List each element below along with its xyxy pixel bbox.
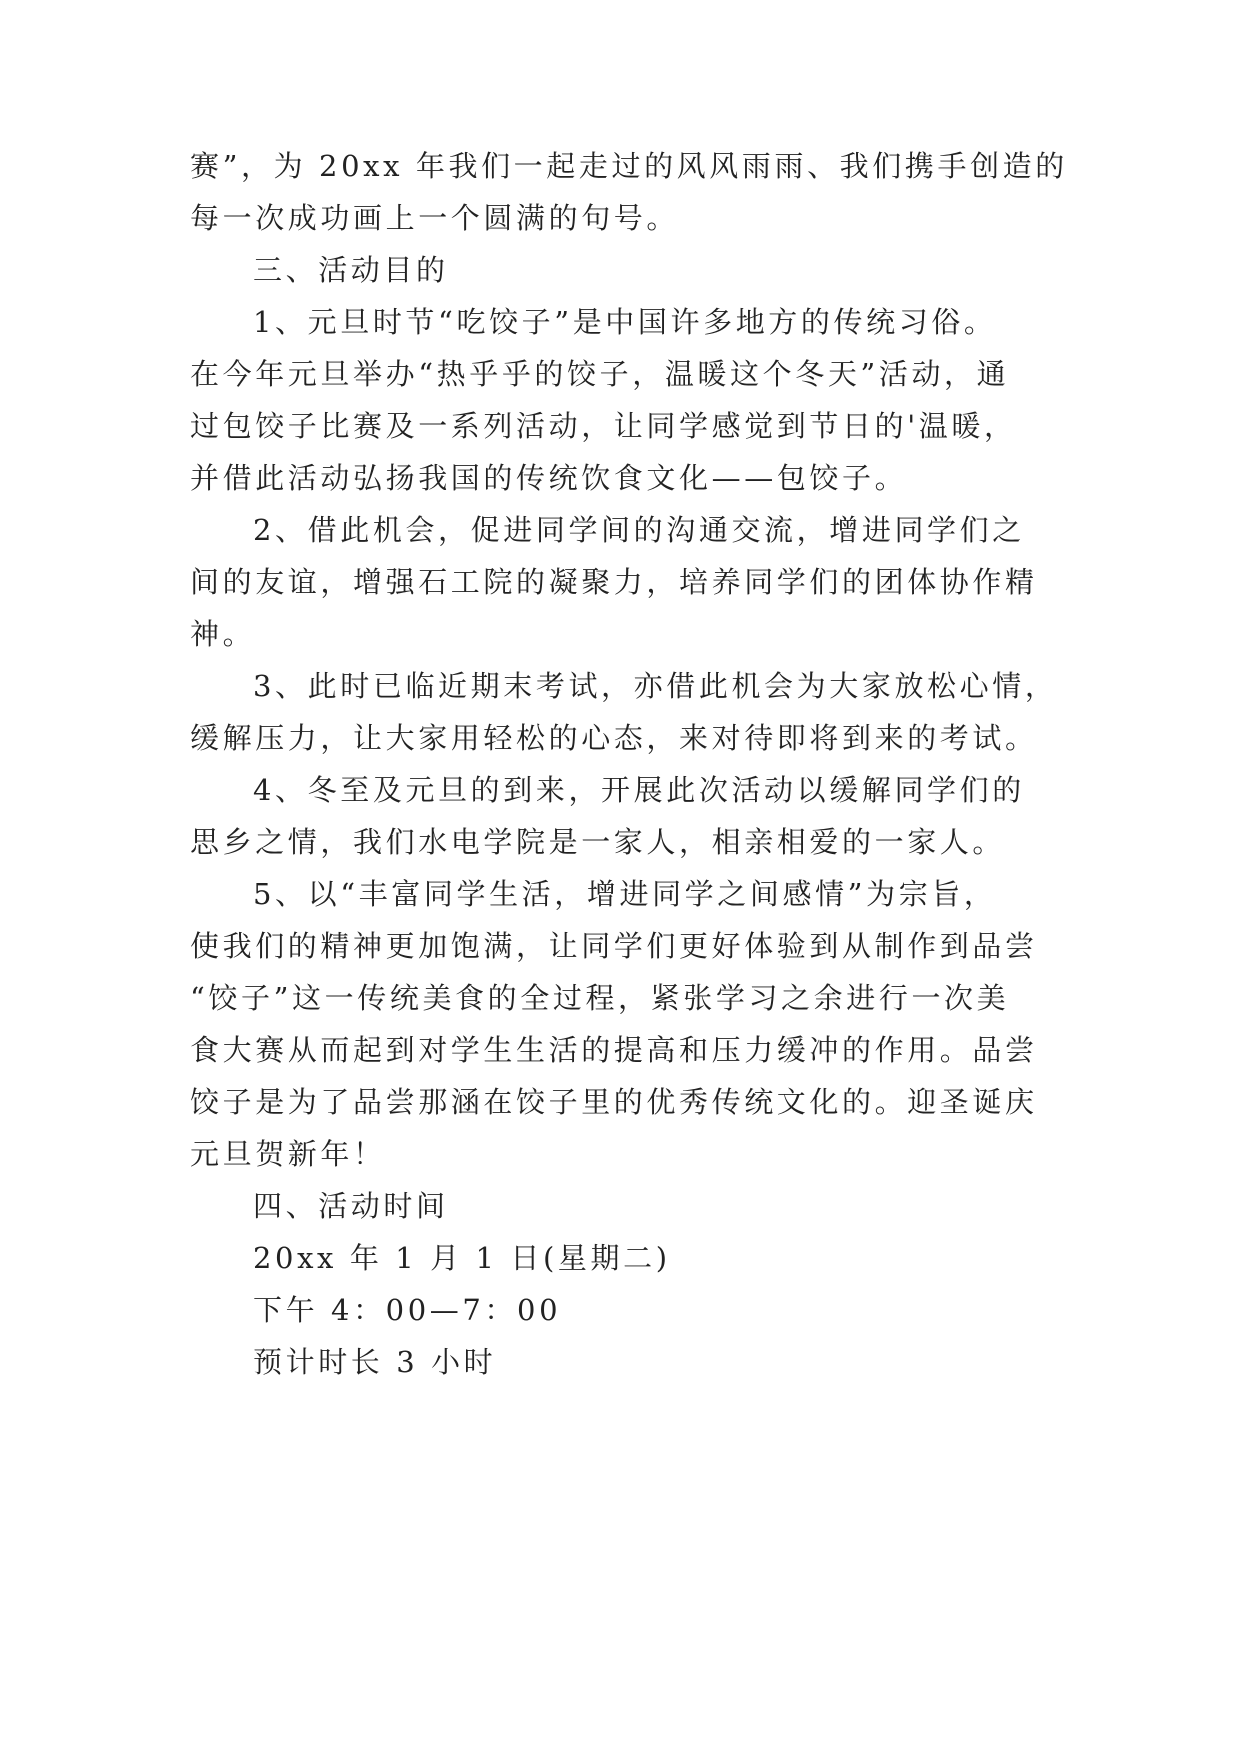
paragraph-line: 4、冬至及元旦的到来，开展此次活动以缓解同学们的 xyxy=(253,773,1025,807)
paragraph-line: 过包饺子比赛及一系列活动，让同学感觉到节日的'温暖， xyxy=(190,409,1017,443)
paragraph-line: 3、此时已临近期末考试，亦借此机会为大家放松心情， xyxy=(253,669,1058,703)
event-time-range: 下午 4：00—7：00 xyxy=(253,1293,562,1327)
paragraph-line: 使我们的精神更加饱满，让同学们更好体验到从制作到品尝 xyxy=(190,929,1038,963)
paragraph-line: 5、以“丰富同学生活，增进同学之间感情”为宗旨， xyxy=(253,877,997,911)
paragraph-line: 在今年元旦举办“热乎乎的饺子，温暖这个冬天”活动，通 xyxy=(190,357,1010,391)
paragraph-line: 思乡之情，我们水电学院是一家人，相亲相爱的一家人。 xyxy=(190,825,1006,859)
paragraph-line: 食大赛从而起到对学生生活的提高和压力缓冲的作用。品尝 xyxy=(190,1033,1038,1067)
paragraph-line: 神。 xyxy=(190,617,256,651)
paragraph-line: 元旦贺新年！ xyxy=(190,1137,386,1171)
paragraph-line: 2、借此机会，促进同学间的沟通交流，增进同学们之 xyxy=(253,513,1025,547)
event-date: 20xx 年 1 月 1 日(星期二) xyxy=(253,1241,671,1275)
paragraph-line: 间的友谊，增强石工院的凝聚力，培养同学们的团体协作精 xyxy=(190,565,1038,599)
event-duration: 预计时长 3 小时 xyxy=(253,1345,497,1379)
paragraph-line: 1、元旦时节“吃饺子”是中国许多地方的传统习俗。 xyxy=(253,305,997,339)
section-heading-purpose: 三、活动目的 xyxy=(253,253,449,287)
paragraph-line: “饺子”这一传统美食的全过程，紧张学习之余进行一次美 xyxy=(190,981,1010,1015)
paragraph-line: 并借此活动弘扬我国的传统饮食文化——包饺子。 xyxy=(190,461,908,495)
paragraph-line: 饺子是为了品尝那涵在饺子里的优秀传统文化的。迎圣诞庆 xyxy=(190,1085,1038,1119)
paragraph-line: 缓解压力，让大家用轻松的心态，来对待即将到来的考试。 xyxy=(190,721,1038,755)
paragraph-line: 每一次成功画上一个圆满的句号。 xyxy=(190,201,680,235)
section-heading-time: 四、活动时间 xyxy=(253,1189,449,1223)
paragraph-line: 赛”，为 20xx 年我们一起走过的风风雨雨、我们携手创造的 xyxy=(190,149,1068,183)
